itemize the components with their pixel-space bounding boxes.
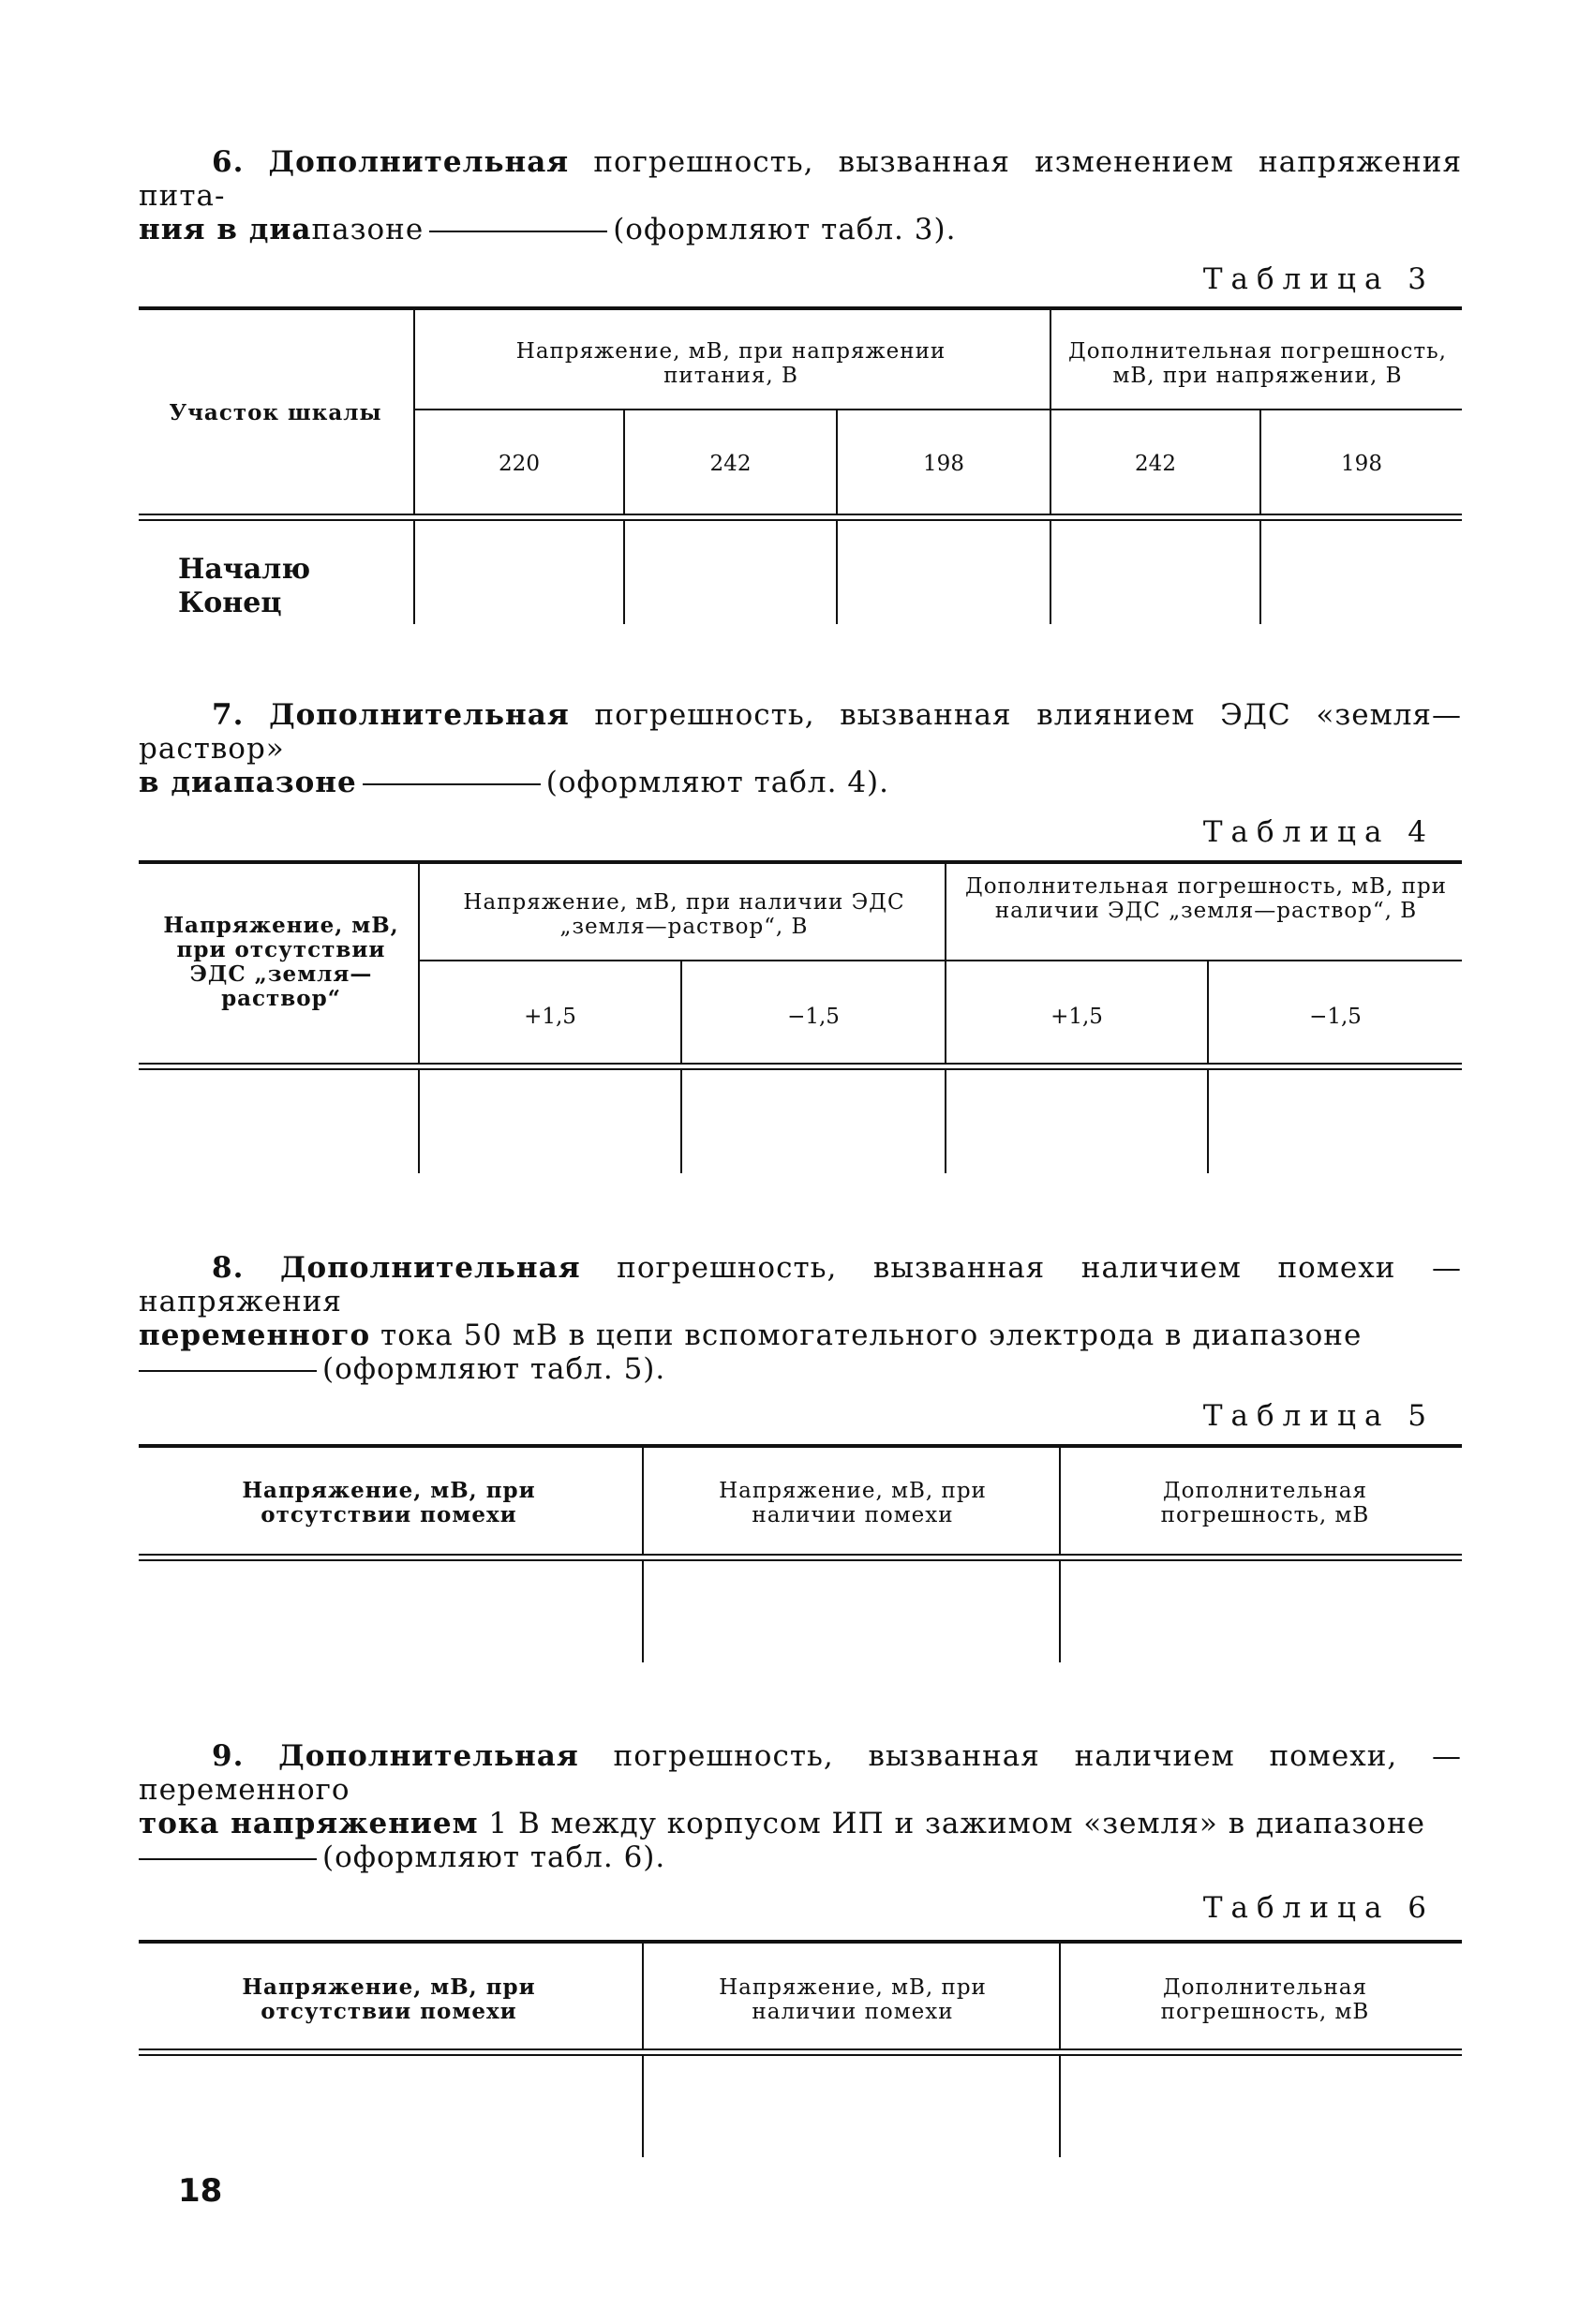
table-3-caption: Таблица 3	[1202, 262, 1435, 296]
section-8-text: 8. Дополнительная погрешность, вызванная наличием помехи — напряжения переменного тока 50 мВ в цепи вспомогательного электрода в диапазоне (оформляют табл. 5).	[139, 1251, 1462, 1386]
sub-header-minus: −1,5	[1309, 1005, 1362, 1029]
page-number: 18	[178, 2172, 223, 2210]
col-group-voltage: Напряжение, мВ, при напряжении питания, В	[515, 339, 946, 388]
col-header-scale: Участок шкалы	[169, 400, 382, 425]
col-group-voltage-emf: Напряжение, мВ, при наличии ЭДС „земля—раствор“, В	[463, 890, 905, 939]
section-number: 9.	[212, 1739, 245, 1773]
col-header-no-noise: Напряжение, мВ, при отсутствии помехи	[242, 1478, 536, 1527]
row-label-end: Конец	[178, 587, 282, 619]
sub-header-plus: +1,5	[524, 1005, 576, 1029]
col-header-error: Дополнительная погрешность, мВ	[1160, 1479, 1370, 1527]
col-header-no-emf: Напряжение, мВ, при отсутствии ЭДС „земля—раствор“	[163, 913, 399, 1011]
section-number: 7.	[212, 698, 245, 732]
section-9-text: 9. Дополнительная погрешность, вызванная наличием помехи, — переменного тока напряжением 1 В между корпусом ИП и зажимом «земля» в диапазоне (оформляют табл. 6).	[139, 1739, 1462, 1874]
col-header-with-noise: Напряжение, мВ, при наличии помехи	[719, 1479, 987, 1527]
col-header-with-noise: Напряжение, мВ, при наличии помехи	[719, 1975, 987, 2024]
col-header-no-noise: Напряжение, мВ, при отсутствии помехи	[242, 1974, 536, 2024]
table-6-caption: Таблица 6	[1202, 1891, 1435, 1925]
section-number: 6.	[212, 145, 245, 179]
col-header-error: Дополнительная погрешность, мВ	[1160, 1975, 1370, 2024]
section-7-text: 7. Дополнительная погрешность, вызванная влиянием ЭДС «земля—раствор» в диапазоне (оформляют табл. 4).	[139, 698, 1462, 799]
sub-header-plus: +1,5	[1050, 1005, 1103, 1029]
sub-header-242: 242	[709, 452, 752, 476]
blank-line	[363, 783, 541, 785]
sub-header-198: 198	[1341, 452, 1382, 476]
blank-line	[429, 231, 607, 232]
blank-line	[139, 1858, 317, 1860]
section-6-text: 6. Дополнительная погрешность, вызванная изменением напряжения пита- ния в диапазоне (оформляют табл. 3).	[139, 145, 1462, 246]
sub-header-242: 242	[1135, 452, 1176, 476]
section-number: 8.	[212, 1251, 245, 1285]
blank-line	[139, 1370, 317, 1372]
sub-header-220: 220	[499, 452, 540, 476]
sub-header-minus: −1,5	[787, 1005, 840, 1029]
sub-header-198: 198	[923, 452, 964, 476]
col-group-error: Дополнительная погрешность, мВ, при напряжении, В	[1068, 339, 1447, 388]
table-4-caption: Таблица 4	[1202, 815, 1435, 849]
col-group-error-emf: Дополнительная погрешность, мВ, при наличии ЭДС „земля—раствор“, В	[965, 874, 1447, 923]
row-label-start: Началю	[178, 553, 311, 586]
table-5-caption: Таблица 5	[1202, 1399, 1435, 1433]
